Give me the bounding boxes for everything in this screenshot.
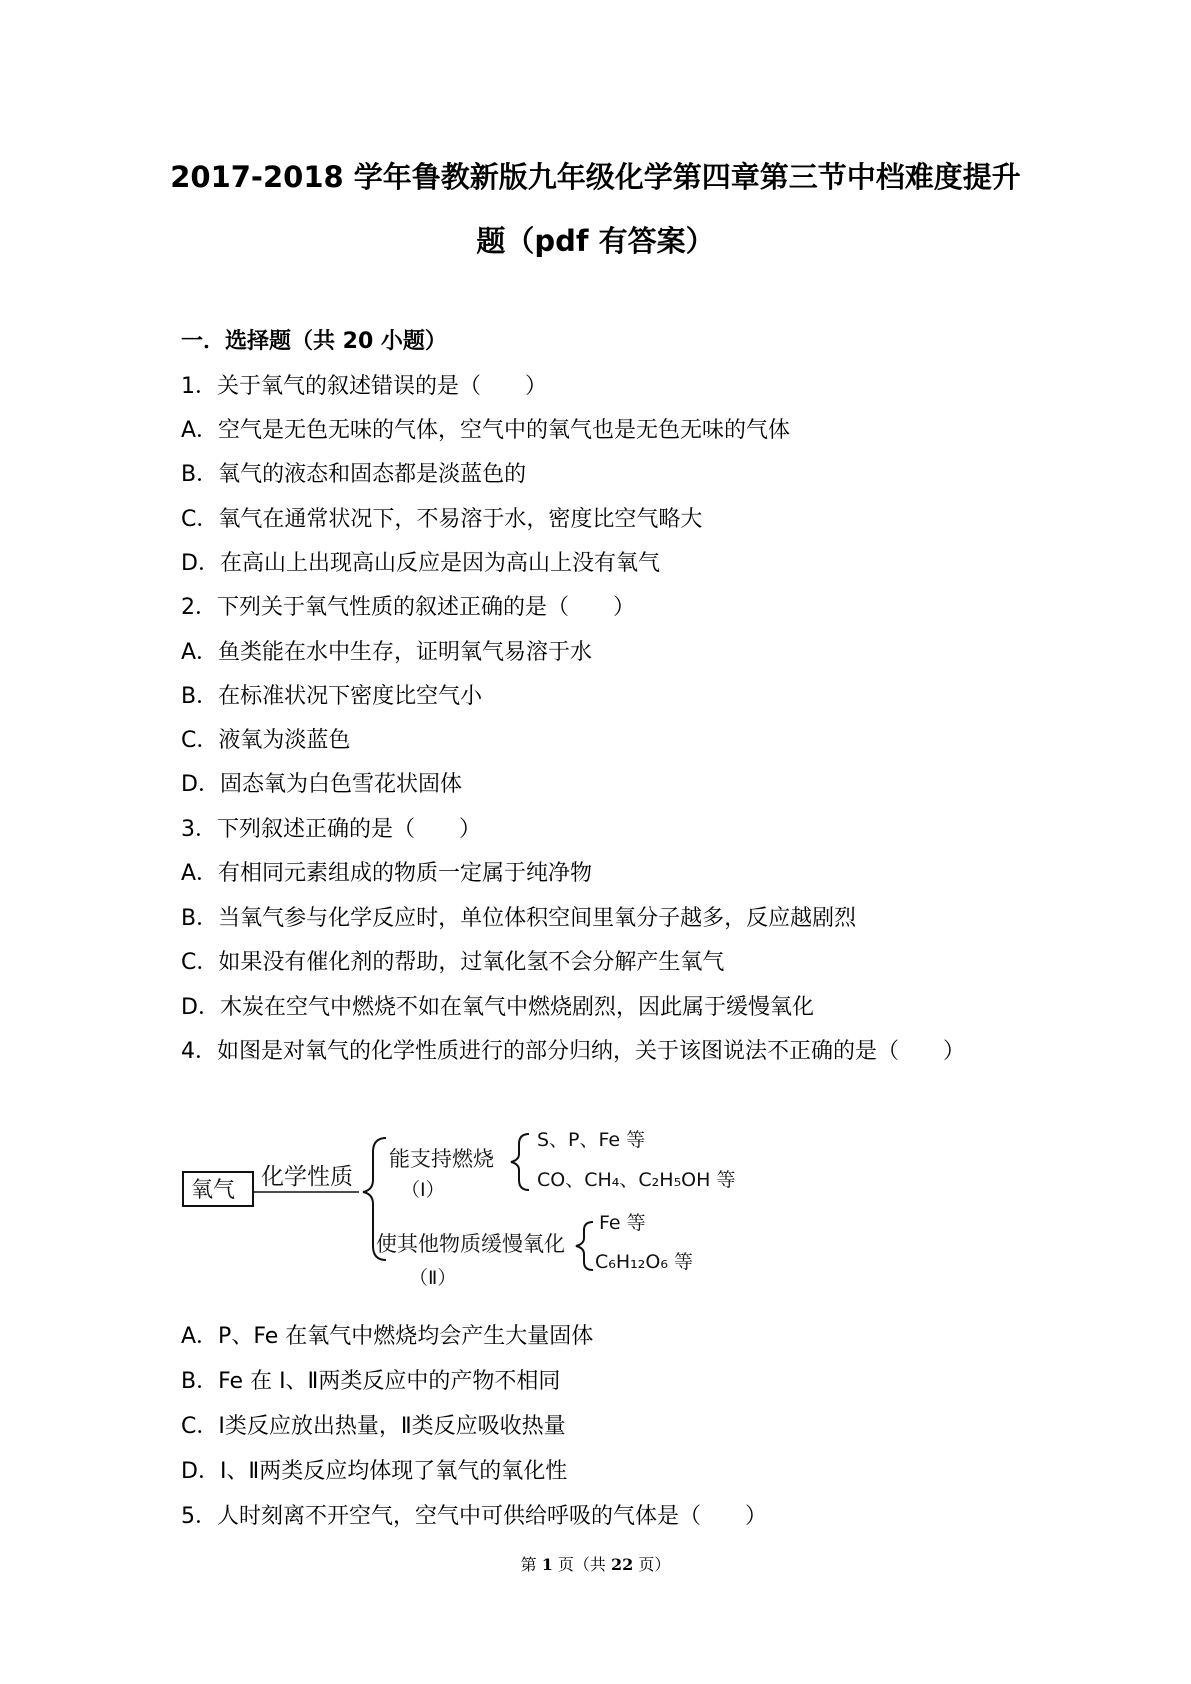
branch1-label: 能支持燃烧 [389,1147,494,1171]
question-1-option-d: D．在高山上出现高山反应是因为高山上没有氧气 [181,551,660,576]
question-2-stem: 2．下列关于氧气性质的叙述正确的是（ ） [181,595,635,620]
branch2-item1: Fe 等 [599,1212,646,1234]
footer-middle: 页（共 [552,1555,612,1574]
question-1-option-a: A．空气是无色无味的气体，空气中的氧气也是无色无味的气体 [181,418,791,443]
question-4-option-c: C．Ⅰ类反应放出热量，Ⅱ类反应吸收热量 [181,1414,566,1439]
branch1-brace [511,1134,529,1190]
page-title-line2: 题（pdf 有答案） [476,224,715,258]
question-3-option-d: D．木炭在空气中燃烧不如在氧气中燃烧剧烈，因此属于缓慢氧化 [181,995,814,1020]
section-heading: 一．选择题（共 20 小题） [181,329,447,354]
page-title-line1: 2017-2018 学年鲁教新版九年级化学第四章第三节中档难度提升 [170,160,1021,194]
question-3-option-a: A．有相同元素组成的物质一定属于纯净物 [181,861,593,886]
branch2-label: 使其他物质缓慢氧化 [376,1232,565,1256]
question-4-option-b: B．Fe 在 I、Ⅱ两类反应中的产物不相同 [181,1369,561,1394]
footer-prefix: 第 [520,1555,542,1574]
question-1-option-b: B．氧气的液态和固态都是淡蓝色的 [181,462,527,487]
oxygen-properties-diagram [181,1118,821,1296]
footer-total-pages: 22 [611,1555,634,1574]
branch1-item1: S、P、Fe 等 [537,1129,646,1151]
branch1-tag: （Ⅰ） [401,1179,445,1201]
branch2-brace [576,1222,593,1270]
question-4-stem: 4．如图是对氧气的化学性质进行的部分归纳，关于该图说法不正确的是（ ） [181,1039,965,1064]
page-footer [0,1552,1191,1575]
branch2-item2: C₆H₁₂O₆ 等 [595,1251,694,1273]
question-2-option-b: B．在标准状况下密度比空气小 [181,684,483,709]
question-1-option-c: C．氧气在通常状况下，不易溶于水，密度比空气略大 [181,507,703,532]
question-4-option-a: A．P、Fe 在氧气中燃烧均会产生大量固体 [181,1324,594,1349]
branch2-tag: （Ⅱ） [409,1267,457,1289]
chemical-properties-label: 化学性质 [261,1164,353,1190]
question-5-stem: 5．人时刻离不开空气，空气中可供给呼吸的气体是（ ） [181,1504,767,1529]
footer-page-number: 1 [541,1555,553,1574]
question-2-option-c: C．液氧为淡蓝色 [181,728,351,753]
branch1-item2: CO、CH₄、C₂H₅OH 等 [537,1169,736,1191]
question-2-option-d: D．固态氧为白色雪花状固体 [181,772,462,797]
question-2-option-a: A．鱼类能在水中生存，证明氧气易溶于水 [181,640,593,665]
question-3-option-c: C．如果没有催化剂的帮助，过氧化氢不会分解产生氧气 [181,950,725,975]
question-1-stem: 1．关于氧气的叙述错误的是（ ） [181,374,547,399]
question-3-option-b: B．当氧气参与化学反应时，单位体积空间里氧分子越多，反应越剧烈 [181,906,857,931]
footer-suffix: 页） [633,1555,671,1574]
oxygen-box-label: 氧气 [191,1178,236,1203]
question-3-stem: 3．下列叙述正确的是（ ） [181,817,481,842]
question-4-option-d: D．I、Ⅱ两类反应均体现了氧气的氧化性 [181,1459,568,1484]
